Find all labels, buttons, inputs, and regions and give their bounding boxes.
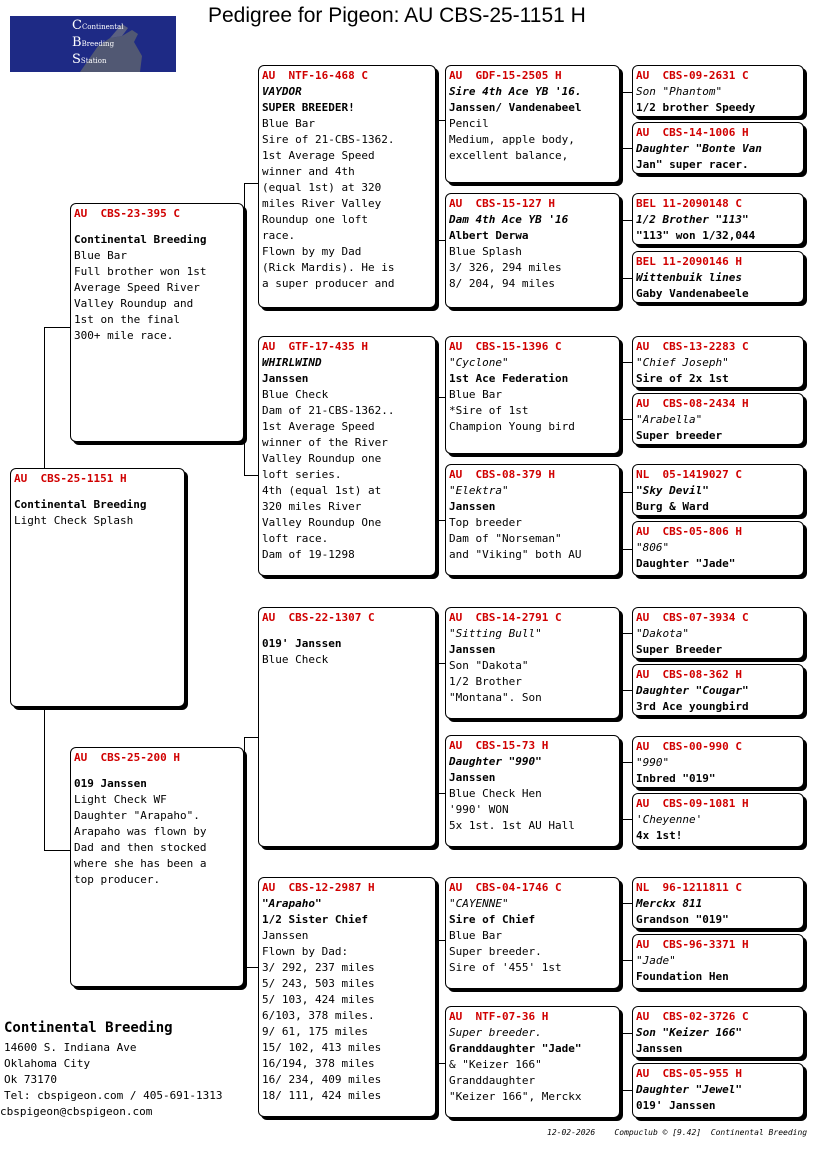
- pigeon-info-line: Daughter "Arapaho".: [74, 809, 200, 822]
- pigeon-info-line: Light Check WF: [74, 793, 167, 806]
- pigeon-info-line: "Sitting Bull": [449, 627, 542, 640]
- pigeon-info-line: Sire of 21-CBS-1362.: [262, 133, 395, 146]
- ring-number: AU NTF-07-36 H: [449, 1010, 549, 1023]
- pigeon-card-gen4-13[interactable]: [632, 877, 804, 929]
- pigeon-info-line: 4x 1st!: [636, 829, 683, 842]
- pigeon-info-line: Sire 4th Ace YB '16.: [449, 85, 582, 98]
- pigeon-card-gen3-1[interactable]: [445, 65, 620, 183]
- pigeon-info-line: Medium, apple body,: [449, 133, 575, 146]
- pigeon-info-line: Son "Dakota": [449, 659, 529, 672]
- pigeon-card-gen4-2[interactable]: [632, 122, 804, 174]
- connector-line: [620, 92, 621, 148]
- pigeon-info-line: 8/ 204, 94 miles: [449, 277, 555, 290]
- pigeon-info-line: "Arapaho": [262, 897, 322, 910]
- pigeon-info-line: Dam of 21-CBS-1362..: [262, 404, 395, 417]
- pigeon-info-line: loft race.: [262, 532, 329, 545]
- pigeon-info-line: Foundation Hen: [636, 970, 729, 983]
- connector-line: [436, 120, 437, 240]
- connector-line: [436, 663, 437, 793]
- pigeon-info-line: Average Speed River: [74, 281, 200, 294]
- pigeon-info-line: loft series.: [262, 468, 342, 481]
- connector-line: [436, 663, 445, 664]
- logo-line-1: Continental: [81, 23, 124, 31]
- pigeon-info-line: "Elektra": [449, 484, 509, 497]
- pigeon-card-sire-sire[interactable]: [258, 65, 436, 308]
- pigeon-info-line: Blue Bar: [449, 929, 502, 942]
- ring-number: AU CBS-22-1307 C: [262, 611, 375, 624]
- pigeon-info-line: 3/ 292, 237 miles: [262, 961, 375, 974]
- breeder-city-line: Oklahoma City: [4, 1057, 91, 1070]
- ring-number: AU CBS-14-2791 C: [449, 611, 562, 624]
- pigeon-info-line: 1st Average Speed: [262, 420, 375, 433]
- pigeon-info-line: Blue Bar: [449, 388, 502, 401]
- pigeon-card-gen4-14[interactable]: [632, 934, 804, 989]
- pigeon-info-line: excellent balance,: [449, 149, 569, 162]
- pigeon-info-line: 4th (equal 1st) at: [262, 484, 382, 497]
- connector-line: [44, 707, 45, 850]
- breeder-address-line: 14600 S. Indiana Ave: [4, 1041, 137, 1054]
- breeder-contact-line: Tel: cbspigeon.com / 405-691-1313: [4, 1089, 223, 1102]
- pigeon-info-line: "Arabella": [636, 413, 703, 426]
- ring-number: AU CBS-00-990 C: [636, 740, 742, 753]
- pigeon-info-line: 320 miles River: [262, 500, 362, 513]
- pigeon-info-line: '990' WON: [449, 803, 509, 816]
- pigeon-info-line: Valley Roundup One: [262, 516, 382, 529]
- pigeon-info-line: "Chief Joseph": [636, 356, 729, 369]
- pigeon-info-line: "Jade": [636, 954, 676, 967]
- pigeon-info-line: Son "Keizer 166": [636, 1026, 742, 1039]
- pigeon-card-gen4-11[interactable]: [632, 736, 804, 788]
- ring-number: AU CBS-05-806 H: [636, 525, 742, 538]
- ring-number: AU CBS-15-73 H: [449, 739, 549, 752]
- pigeon-info-line: Blue Splash: [449, 245, 522, 258]
- pigeon-info-line: 6/103, 378 miles.: [262, 1009, 375, 1022]
- pigeon-info-line: Janssen: [449, 771, 496, 784]
- pigeon-info-line: Arapaho was flown by: [74, 825, 207, 838]
- ring-number: AU CBS-23-395 C: [74, 207, 180, 220]
- connector-line: [620, 690, 632, 691]
- pigeon-info-line: winner of the River: [262, 436, 388, 449]
- connector-line: [620, 92, 632, 93]
- pigeon-card-gen4-1[interactable]: [632, 65, 804, 117]
- ring-number: AU CBS-05-955 H: [636, 1067, 742, 1080]
- ring-number: BEL 11-2090146 H: [636, 255, 742, 268]
- pigeon-info-line: "806": [636, 541, 670, 554]
- pigeon-card-gen4-6[interactable]: [632, 393, 804, 445]
- pigeon-info-line: Daughter "Jade": [636, 557, 736, 570]
- connector-line: [620, 903, 632, 904]
- pigeon-info-line: Champion Young bird: [449, 420, 575, 433]
- connector-line: [620, 1033, 632, 1034]
- spacer: [262, 626, 432, 636]
- breeder-state-line: Ok 73170: [4, 1073, 57, 1086]
- pigeon-info-line: 300+ mile race.: [74, 329, 174, 342]
- pigeon-card-subject[interactable]: [10, 468, 185, 707]
- pigeon-info-line: Sire of Chief: [449, 913, 536, 926]
- pigeon-info-line: Super breeder: [636, 429, 723, 442]
- breeder-logo: CContinental BBreeding SStation: [10, 16, 176, 72]
- pigeon-card-dam-sire[interactable]: [258, 607, 436, 847]
- ring-number: AU CBS-02-3726 C: [636, 1010, 749, 1023]
- pigeon-card-gen3-6[interactable]: [445, 735, 620, 847]
- pigeon-info-line: Top breeder: [449, 516, 522, 529]
- pigeon-info-line: *Sire of 1st: [449, 404, 529, 417]
- connector-line: [620, 220, 621, 278]
- pigeon-card-gen4-12[interactable]: [632, 793, 804, 847]
- connector-line: [244, 967, 258, 968]
- pigeon-info-line: a super producer and: [262, 277, 395, 290]
- pigeon-info-line: Dad and then stocked: [74, 841, 207, 854]
- pigeon-card-gen4-4[interactable]: [632, 251, 804, 303]
- pigeon-info-line: Merckx 811: [636, 897, 703, 910]
- connector-line: [620, 492, 621, 549]
- ring-number: AU CBS-08-2434 H: [636, 397, 749, 410]
- pigeon-info-line: WHIRLWIND: [262, 356, 322, 369]
- pigeon-card-gen3-3[interactable]: [445, 336, 620, 454]
- ring-number: AU CBS-12-2987 H: [262, 881, 375, 894]
- connector-line: [620, 419, 632, 420]
- ring-number: AU CBS-15-127 H: [449, 197, 555, 210]
- pigeon-info-line: 019' Janssen: [262, 637, 342, 650]
- pigeon-info-line: Janssen: [636, 1042, 683, 1055]
- ring-number: AU CBS-25-1151 H: [14, 472, 127, 485]
- ring-number: BEL 11-2090148 C: [636, 197, 742, 210]
- ring-number: AU CBS-07-3934 C: [636, 611, 749, 624]
- connector-line: [620, 762, 632, 763]
- ring-number: AU CBS-09-2631 C: [636, 69, 749, 82]
- pigeon-card-dam[interactable]: [70, 747, 244, 987]
- pigeon-info-line: Janssen: [262, 372, 309, 385]
- connector-line: [436, 397, 437, 520]
- connector-line: [620, 549, 632, 550]
- connector-line: [244, 183, 258, 184]
- connector-line: [620, 633, 632, 634]
- pigeon-info-line: Super breeder.: [449, 945, 542, 958]
- pigeon-info-line: Daughter "Cougar": [636, 684, 749, 697]
- pigeon-info-line: Sire of '455' 1st: [449, 961, 562, 974]
- ring-number: NL 05-1419027 C: [636, 468, 742, 481]
- pigeon-info-line: Blue Check: [262, 388, 329, 401]
- connector-line: [620, 220, 632, 221]
- spacer: [74, 766, 240, 776]
- pigeon-card-gen4-3[interactable]: [632, 193, 804, 245]
- pigeon-info-line: 1st Average Speed: [262, 149, 375, 162]
- connector-line: [620, 960, 632, 961]
- pigeon-info-line: Light Check Splash: [14, 514, 134, 527]
- ring-number: AU CBS-96-3371 H: [636, 938, 749, 951]
- pigeon-info-line: Valley Roundup and: [74, 297, 194, 310]
- pigeon-info-line: miles River Valley: [262, 197, 382, 210]
- breeder-name: Continental Breeding: [4, 1020, 173, 1036]
- pigeon-info-line: 5/ 103, 424 miles: [262, 993, 375, 1006]
- pigeon-card-gen3-4[interactable]: [445, 464, 620, 576]
- connector-line: [620, 492, 632, 493]
- pigeon-info-line: Continental Breeding: [74, 233, 207, 246]
- pigeon-info-line: "Sky Devil": [636, 484, 709, 497]
- pigeon-info-line: Dam 4th Ace YB '16: [449, 213, 569, 226]
- ring-number: AU CBS-15-1396 C: [449, 340, 562, 353]
- ring-number: AU CBS-09-1081 H: [636, 797, 749, 810]
- ring-number: AU CBS-08-362 H: [636, 668, 742, 681]
- ring-number: AU CBS-04-1746 C: [449, 881, 562, 894]
- pigeon-info-line: and "Viking" both AU: [449, 548, 582, 561]
- pigeon-card-sire[interactable]: [70, 203, 244, 442]
- pigeon-info-line: Daughter "990": [449, 755, 542, 768]
- pigeon-info-line: Wittenbuik lines: [636, 271, 742, 284]
- pigeon-card-gen4-5[interactable]: [632, 336, 804, 388]
- pigeon-info-line: Blue Check Hen: [449, 787, 542, 800]
- page-title: Pedigree for Pigeon: AU CBS-25-1151 H: [208, 4, 586, 27]
- pigeon-info-line: Dam of "Norseman": [449, 532, 562, 545]
- connector-line: [620, 362, 632, 363]
- pigeon-info-line: & "Keizer 166": [449, 1058, 542, 1071]
- connector-line: [620, 278, 632, 279]
- pigeon-info-line: Daughter "Bonte Van: [636, 142, 762, 155]
- connector-line: [44, 327, 71, 328]
- ring-number: AU CBS-25-200 H: [74, 751, 180, 764]
- breeder-info: [0, 1020, 223, 1120]
- pigeon-info-line: 5/ 243, 503 miles: [262, 977, 375, 990]
- pigeon-info-line: "Cyclone": [449, 356, 509, 369]
- connector-line: [244, 183, 245, 475]
- pigeon-info-line: Granddaughter: [449, 1074, 536, 1087]
- pigeon-info-line: 'Cheyenne': [636, 813, 703, 826]
- pigeon-info-line: 16/194, 378 miles: [262, 1057, 375, 1070]
- pigeon-info-line: 5x 1st. 1st AU Hall: [449, 819, 575, 832]
- pigeon-info-line: Pencil: [449, 117, 489, 130]
- pigeon-info-line: Janssen: [449, 643, 496, 656]
- pigeon-info-line: VAYDOR: [262, 85, 302, 98]
- pigeon-card-gen4-15[interactable]: [632, 1006, 804, 1058]
- ring-number: AU GTF-17-435 H: [262, 340, 368, 353]
- pigeon-info-line: 019' Janssen: [636, 1099, 716, 1112]
- pigeon-info-line: "CAYENNE": [449, 897, 509, 910]
- pigeon-info-line: Dam of 19-1298: [262, 548, 355, 561]
- pigeon-info-line: Flown by my Dad: [262, 245, 362, 258]
- ring-number: NL 96-1211811 C: [636, 881, 742, 894]
- breeder-email-line: cbspigeon@cbspigeon.com: [0, 1105, 153, 1118]
- connector-line: [436, 940, 445, 941]
- pigeon-card-gen4-7[interactable]: [632, 464, 804, 516]
- pigeon-info-line: 1/2 brother Speedy: [636, 101, 756, 114]
- connector-line: [436, 120, 445, 121]
- pigeon-info-line: Sire of 2x 1st: [636, 372, 729, 385]
- pigeon-info-line: Valley Roundup one: [262, 452, 382, 465]
- pigeon-info-line: 1/2 Sister Chief: [262, 913, 368, 926]
- spacer: [74, 222, 240, 232]
- connector-line: [436, 1063, 445, 1064]
- pigeon-info-line: Blue Bar: [74, 249, 127, 262]
- connector-line: [620, 1033, 621, 1090]
- pigeon-info-line: Blue Bar: [262, 117, 315, 130]
- pigeon-card-sire-dam[interactable]: [258, 336, 436, 576]
- pigeon-info-line: Blue Check: [262, 653, 329, 666]
- pigeon-info-line: Granddaughter "Jade": [449, 1042, 582, 1055]
- pigeon-info-line: Burg & Ward: [636, 500, 709, 513]
- pigeon-card-dam-dam[interactable]: [258, 877, 436, 1117]
- pigeon-info-line: "113" won 1/32,044: [636, 229, 756, 242]
- spacer: [14, 487, 181, 497]
- pigeon-info-line: Roundup one loft: [262, 213, 368, 226]
- pigeon-info-line: (Rick Mardis). He is: [262, 261, 395, 274]
- pigeon-info-line: Albert Derwa: [449, 229, 529, 242]
- pigeon-info-line: race.: [262, 229, 296, 242]
- pigeon-info-line: 1st Ace Federation: [449, 372, 569, 385]
- connector-line: [436, 520, 445, 521]
- pigeon-card-gen4-16[interactable]: [632, 1063, 804, 1118]
- ring-number: AU CBS-13-2283 C: [636, 340, 749, 353]
- pigeon-info-line: Janssen/ Vandenabeel: [449, 101, 582, 114]
- pigeon-info-line: Full brother won 1st: [74, 265, 207, 278]
- ring-number: AU CBS-14-1006 H: [636, 126, 749, 139]
- pigeon-info-line: 9/ 61, 175 miles: [262, 1025, 368, 1038]
- pigeon-info-line: "Montana". Son: [449, 691, 542, 704]
- pigeon-info-line: Flown by Dad:: [262, 945, 349, 958]
- pigeon-card-gen4-8[interactable]: [632, 521, 804, 576]
- pigeon-info-line: 1/2 Brother: [449, 675, 522, 688]
- pigeon-info-line: (equal 1st) at 320: [262, 181, 382, 194]
- connector-line: [244, 737, 245, 967]
- ring-number: AU GDF-15-2505 H: [449, 69, 562, 82]
- pigeon-info-line: 3/ 326, 294 miles: [449, 261, 562, 274]
- pigeon-info-line: "Dakota": [636, 627, 689, 640]
- pigeon-info-line: Grandson "019": [636, 913, 729, 926]
- connector-line: [620, 148, 632, 149]
- pigeon-info-line: Gaby Vandenabeele: [636, 287, 749, 300]
- pigeon-info-line: "Keizer 166", Merckx: [449, 1090, 582, 1103]
- pigeon-info-line: Janssen: [449, 500, 496, 513]
- pigeon-info-line: 019 Janssen: [74, 777, 147, 790]
- logo-line-2: Breeding: [81, 40, 115, 48]
- connector-line: [436, 397, 445, 398]
- pigeon-card-gen3-7[interactable]: [445, 877, 620, 989]
- pigeon-info-line: SUPER BREEDER!: [262, 101, 355, 114]
- pigeon-info-line: 3rd Ace youngbird: [636, 700, 749, 713]
- connector-line: [620, 903, 621, 960]
- connector-line: [44, 327, 45, 469]
- pigeon-info-line: Janssen: [262, 929, 309, 942]
- pigeon-info-line: "990": [636, 756, 670, 769]
- pigeon-info-line: Jan" super racer.: [636, 158, 749, 171]
- pigeon-card-gen3-2[interactable]: [445, 193, 620, 308]
- logo-line-3: Station: [80, 57, 107, 65]
- pigeon-info-line: winner and 4th: [262, 165, 355, 178]
- pigeon-info-line: where she has been a: [74, 857, 207, 870]
- pigeon-card-gen3-8[interactable]: [445, 1006, 620, 1118]
- pigeon-card-gen4-10[interactable]: [632, 664, 804, 716]
- pigeon-card-gen3-5[interactable]: [445, 607, 620, 719]
- connector-line: [620, 1090, 632, 1091]
- connector-line: [620, 762, 621, 819]
- pigeon-info-line: Super breeder.: [449, 1026, 542, 1039]
- connector-line: [620, 362, 621, 419]
- ring-number: AU NTF-16-468 C: [262, 69, 368, 82]
- pigeon-info-line: 16/ 234, 409 miles: [262, 1073, 382, 1086]
- pigeon-info-line: Daughter "Jewel": [636, 1083, 742, 1096]
- connector-line: [436, 940, 437, 1063]
- connector-line: [244, 737, 258, 738]
- pigeon-info-line: Continental Breeding: [14, 498, 147, 511]
- pigeon-info-line: 1st on the final: [74, 313, 180, 326]
- pigeon-info-line: 15/ 102, 413 miles: [262, 1041, 382, 1054]
- pigeon-info-line: Inbred "019": [636, 772, 716, 785]
- pigeon-info-line: 18/ 111, 424 miles: [262, 1089, 382, 1102]
- pigeon-info-line: top producer.: [74, 873, 161, 886]
- footer-note: 12-02-2026 Compuclub © [9.42] Continental Breeding: [547, 1128, 808, 1137]
- connector-line: [244, 475, 258, 476]
- pigeon-info-line: 1/2 Brother "113": [636, 213, 749, 226]
- connector-line: [44, 850, 71, 851]
- connector-line: [620, 633, 621, 690]
- connector-line: [620, 819, 632, 820]
- pigeon-info-line: Son "Phantom": [636, 85, 723, 98]
- pigeon-info-line: Super Breeder: [636, 643, 723, 656]
- connector-line: [436, 793, 445, 794]
- ring-number: AU CBS-08-379 H: [449, 468, 555, 481]
- pigeon-card-gen4-9[interactable]: [632, 607, 804, 659]
- connector-line: [436, 240, 445, 241]
